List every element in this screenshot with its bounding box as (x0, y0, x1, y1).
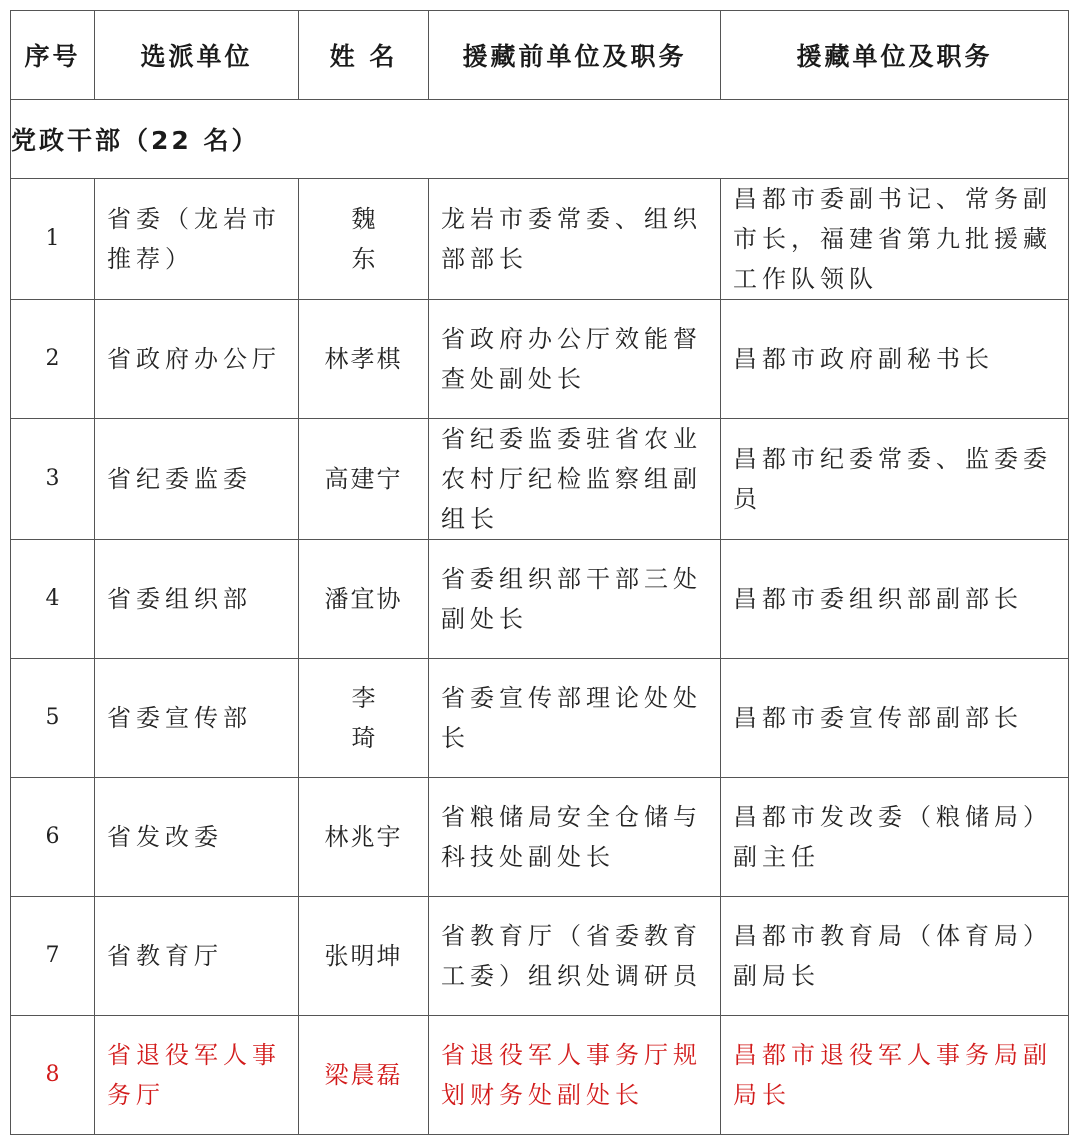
row-unit: 省委宣传部 (95, 659, 299, 778)
row-unit: 省政府办公厅 (95, 300, 299, 419)
row-pre-position: 省政府办公厅效能督查处副处长 (429, 300, 721, 419)
row-number: 4 (11, 540, 95, 659)
row-number: 8 (11, 1016, 95, 1135)
row-post-position: 昌都市委组织部副部长 (721, 540, 1069, 659)
row-name: 高建宁 (299, 419, 429, 540)
table-row (11, 300, 1069, 419)
row-unit: 省纪委监委 (95, 419, 299, 540)
row-unit: 省教育厅 (95, 897, 299, 1016)
section-row (11, 100, 1069, 179)
row-unit: 省发改委 (95, 778, 299, 897)
header-name: 姓 名 (299, 11, 429, 100)
row-name: 李 琦 (299, 659, 429, 778)
header-post-position: 援藏单位及职务 (721, 11, 1069, 100)
table-row (11, 778, 1069, 897)
row-number: 7 (11, 897, 95, 1016)
row-name: 张明坤 (299, 897, 429, 1016)
row-pre-position: 省粮储局安全仓储与科技处副处长 (429, 778, 721, 897)
row-pre-position: 龙岩市委常委、组织部部长 (429, 179, 721, 300)
row-unit: 省委组织部 (95, 540, 299, 659)
header-no: 序号 (11, 11, 95, 100)
header-unit: 选派单位 (95, 11, 299, 100)
header-row (11, 11, 1069, 100)
row-unit: 省委（龙岩市推荐） (95, 179, 299, 300)
row-post-position: 昌都市教育局（体育局）副局长 (721, 897, 1069, 1016)
row-post-position: 昌都市发改委（粮储局）副主任 (721, 778, 1069, 897)
row-number: 6 (11, 778, 95, 897)
row-pre-position: 省委组织部干部三处副处长 (429, 540, 721, 659)
row-name: 林孝棋 (299, 300, 429, 419)
table-row-highlighted (11, 1016, 1069, 1135)
table-row (11, 179, 1069, 300)
row-name: 林兆宇 (299, 778, 429, 897)
row-number: 1 (11, 179, 95, 300)
row-post-position: 昌都市政府副秘书长 (721, 300, 1069, 419)
row-name: 梁晨磊 (299, 1016, 429, 1135)
row-post-position: 昌都市委宣传部副部长 (721, 659, 1069, 778)
row-post-position: 昌都市退役军人事务局副局长 (721, 1016, 1069, 1135)
row-post-position: 昌都市纪委常委、监委委员 (721, 419, 1069, 540)
row-pre-position: 省纪委监委驻省农业农村厅纪检监察组副组长 (429, 419, 721, 540)
table-row (11, 659, 1069, 778)
section-title: 党政干部（22 名） (11, 100, 1069, 179)
row-name: 潘宜协 (299, 540, 429, 659)
table-row (11, 897, 1069, 1016)
row-pre-position: 省委宣传部理论处处长 (429, 659, 721, 778)
row-unit: 省退役军人事务厅 (95, 1016, 299, 1135)
row-pre-position: 省退役军人事务厅规划财务处副处长 (429, 1016, 721, 1135)
row-name: 魏 东 (299, 179, 429, 300)
row-number: 2 (11, 300, 95, 419)
header-pre-position: 援藏前单位及职务 (429, 11, 721, 100)
row-number: 3 (11, 419, 95, 540)
row-pre-position: 省教育厅（省委教育工委）组织处调研员 (429, 897, 721, 1016)
personnel-table (10, 10, 1069, 1135)
table-row (11, 540, 1069, 659)
row-number: 5 (11, 659, 95, 778)
row-post-position: 昌都市委副书记、常务副市长，福建省第九批援藏工作队领队 (721, 179, 1069, 300)
table-row (11, 419, 1069, 540)
